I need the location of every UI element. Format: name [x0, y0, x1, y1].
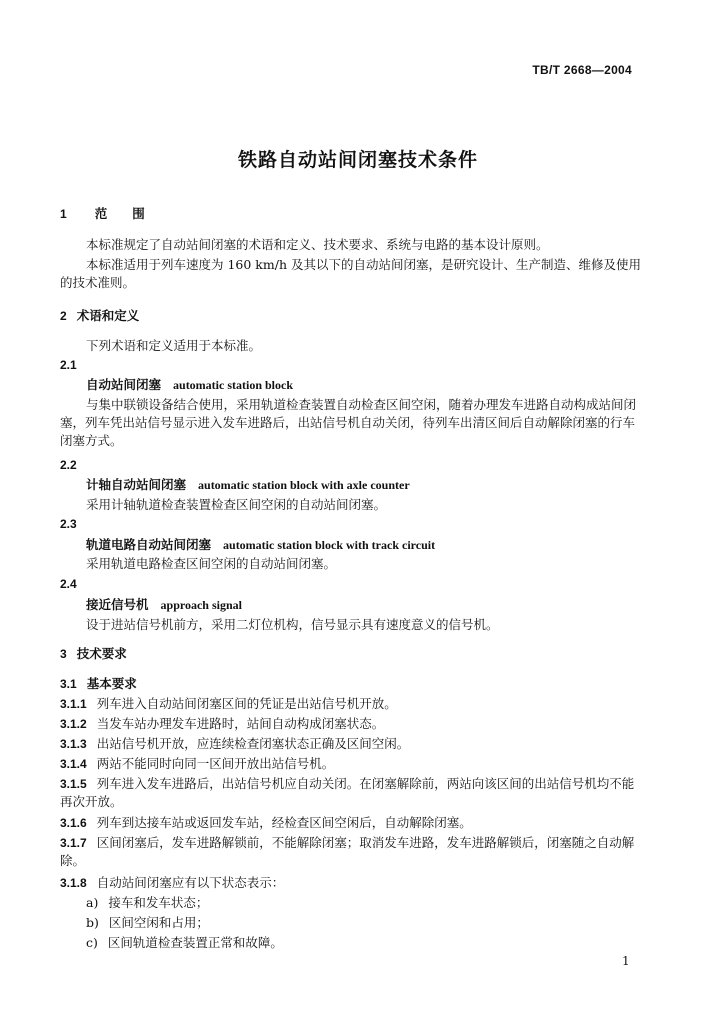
clause: [60, 834, 643, 870]
list-marker: c): [86, 935, 98, 950]
paragraph: 本标准规定了自动站间闭塞的术语和定义、技术要求、系统与电路的基本设计原则。: [86, 237, 549, 252]
clause-number: 2.3: [60, 517, 77, 531]
paragraph: 本标准适用于列车速度为 160 km/h 及其以下的自动站间闭塞，是研究设计、生产制造、维修及使用的技术准则。: [60, 257, 641, 290]
clause-text: 两站不能同时向同一区间开放出站信号机。: [96, 756, 335, 771]
term-english: automatic station block with track circuit: [223, 538, 436, 552]
definition: 采用计轴轨道检查装置检查区间空闲的自动站间闭塞。: [86, 497, 387, 512]
paragraph: 下列术语和定义适用于本标准。: [86, 338, 262, 353]
term: 计轴自动站间闭塞: [86, 477, 187, 492]
section-number: 1: [60, 207, 67, 221]
term-line: [86, 596, 242, 614]
list-marker: a): [86, 895, 99, 910]
clause-text: 列车进入自动站间闭塞区间的凭证是出站信号机开放。: [96, 696, 397, 711]
section-heading: [60, 205, 145, 223]
term-english: automatic station block: [173, 378, 294, 392]
standard-number: TB/T 2668—2004: [532, 63, 632, 77]
page-title: 铁路自动站间闭塞技术条件: [237, 149, 478, 171]
clause: [60, 874, 284, 892]
list-text: 区间空闲和占用；: [108, 915, 209, 930]
list-text: 区间轨道检查装置正常和故障。: [107, 935, 283, 950]
clause-text: 区间闭塞后，发车进路解锁前，不能解除闭塞；取消发车进路，发车进路解锁后，闭塞随之自动解除。: [60, 835, 635, 868]
section-number: 3: [60, 647, 67, 661]
section-title: 范 围: [94, 206, 145, 221]
clause-text: 列车进入发车进路后，出站信号机应自动关闭。在闭塞解除前，两站向该区间的出站信号机均不能再次开放。: [60, 776, 635, 809]
clause-text: 自动站间闭塞应有以下状态表示：: [96, 875, 285, 890]
clause-number: 3.1.7: [60, 836, 87, 850]
clause: [60, 735, 409, 753]
section-title: 技术要求: [76, 646, 127, 661]
subsection-heading: [60, 675, 137, 693]
definition: 设于进站信号机前方，采用二灯位机构，信号显示具有速度意义的信号机。: [86, 617, 499, 632]
term: 自动站间闭塞: [86, 377, 162, 392]
page-number: 1: [622, 954, 630, 968]
clause-number: 2.4: [60, 577, 77, 591]
section-number: 2: [60, 309, 67, 323]
clause-number: 3.1.3: [60, 737, 87, 751]
list-item: [86, 914, 209, 932]
term-line: [86, 476, 410, 494]
clause: [60, 695, 397, 713]
section-heading: [60, 307, 139, 325]
term: 接近信号机: [86, 597, 149, 612]
list-item: [86, 894, 208, 912]
clause-number: 3.1.6: [60, 816, 87, 830]
clause-number: 2.2: [60, 458, 77, 472]
clause: [60, 775, 643, 811]
clause-text: 当发车站办理发车进路时，站间自动构成闭塞状态。: [96, 716, 385, 731]
clause-text: 出站信号机开放，应连续检查闭塞状态正确及区间空闲。: [96, 736, 410, 751]
list-text: 接车和发车状态；: [108, 895, 209, 910]
term-english: automatic station block with axle counter: [198, 478, 410, 492]
clause-number: 2.1: [60, 358, 77, 372]
clause-number: 3.1.2: [60, 717, 87, 731]
clause: [60, 814, 472, 832]
subsection-title: 基本要求: [86, 676, 137, 691]
section-heading: [60, 645, 127, 663]
clause-number: 3.1.8: [60, 876, 87, 890]
term-english: approach signal: [160, 598, 242, 612]
clause-text: 列车到达接车站或返回发车站，经检查区间空闲后，自动解除闭塞。: [96, 815, 472, 830]
clause: [60, 715, 384, 733]
definition: 采用轨道电路检查区间空闲的自动站间闭塞。: [86, 556, 337, 571]
list-item: [86, 934, 283, 952]
definition: 与集中联锁设备结合使用，采用轨道检查装置自动检查区间空闲，随着办理发车进路自动构成站间闭塞，列车凭出站信号显示进入发车进路后，出站信号机自动关闭，待列车出清区间后自动解除闭塞的行车闭塞方式。: [60, 397, 637, 448]
clause: [60, 755, 334, 773]
subsection-number: 3.1: [60, 677, 77, 691]
clause-number: 3.1.1: [60, 697, 87, 711]
section-title: 术语和定义: [76, 308, 140, 323]
clause-number: 3.1.4: [60, 757, 87, 771]
clause-number: 3.1.5: [60, 777, 87, 791]
term-line: [86, 536, 435, 554]
list-marker: b): [86, 915, 99, 930]
term-line: [86, 376, 293, 394]
term: 轨道电路自动站间闭塞: [86, 537, 212, 552]
